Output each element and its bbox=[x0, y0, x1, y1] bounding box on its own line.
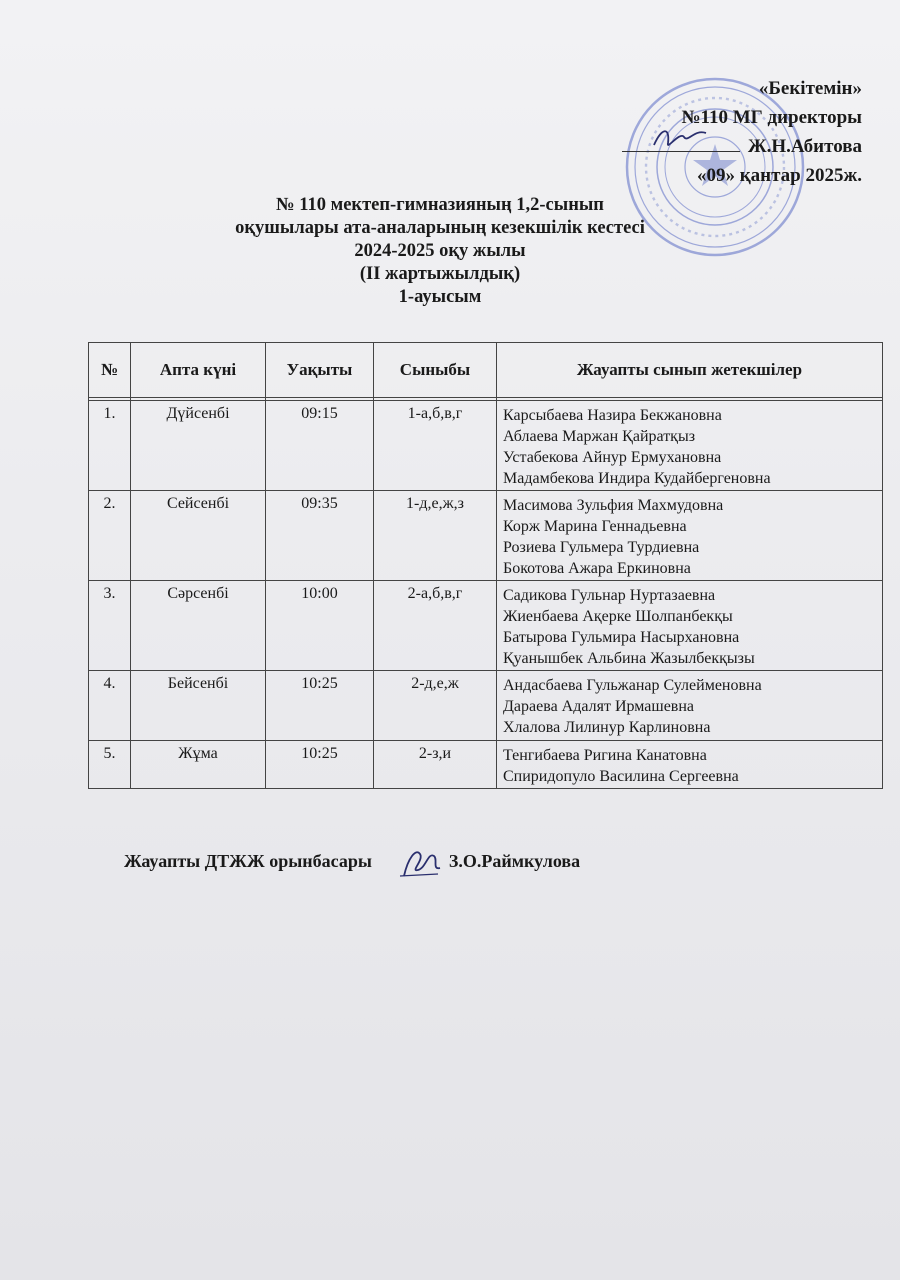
teacher-name: Жиенбаева Ақерке Шолпанбекқы bbox=[503, 608, 733, 625]
director-name: Ж.Н.Абитова bbox=[747, 136, 862, 157]
teacher-name: Хлалова Лилинур Карлиновна bbox=[503, 719, 711, 736]
teacher-name: Батырова Гульмира Насырхановна bbox=[503, 629, 740, 646]
teacher-name: Қуанышбек Альбина Жазылбекқызы bbox=[503, 650, 755, 667]
deputy-name: З.О.Раймкулова bbox=[448, 851, 581, 872]
row-number: 2. bbox=[89, 491, 131, 581]
deputy-role: Жауапты ДТЖЖ орынбасары bbox=[124, 851, 372, 872]
teacher-name: Садикова Гульнар Нуртазаевна bbox=[503, 587, 716, 604]
duty-schedule-table bbox=[88, 342, 883, 789]
row-time: 09:35 bbox=[266, 491, 374, 581]
row-time: 10:00 bbox=[266, 581, 374, 671]
row-class: 1-а,б,в,г bbox=[374, 401, 497, 491]
row-number: 1. bbox=[89, 401, 131, 491]
header-class: Сыныбы bbox=[374, 343, 497, 398]
table-row bbox=[89, 671, 883, 741]
row-number: 3. bbox=[89, 581, 131, 671]
title-line-2: оқушылары ата-аналарының кезекшілік кестесі bbox=[235, 218, 645, 238]
table-header-row bbox=[89, 343, 883, 398]
row-weekday: Дүйсенбі bbox=[131, 401, 266, 491]
row-class: 2-з,и bbox=[374, 741, 497, 789]
title-line-5: 1-ауысым bbox=[398, 287, 482, 307]
signature-line bbox=[622, 137, 740, 152]
title-line-3: 2024-2025 оқу жылы bbox=[354, 241, 526, 261]
row-time: 10:25 bbox=[266, 741, 374, 789]
director-signature-icon bbox=[650, 123, 710, 153]
header-weekday: Апта күні bbox=[131, 343, 266, 398]
teacher-name: Бокотова Ажара Еркиновна bbox=[503, 560, 691, 577]
row-class: 2-а,б,в,г bbox=[374, 581, 497, 671]
row-class: 1-д,е,ж,з bbox=[374, 491, 497, 581]
teacher-name: Карсыбаева Назира Бекжановна bbox=[503, 407, 722, 424]
approval-block bbox=[622, 74, 862, 190]
row-weekday: Сәрсенбі bbox=[131, 581, 266, 671]
director-signature-line bbox=[622, 132, 862, 161]
footer-signature bbox=[124, 846, 580, 880]
row-teachers bbox=[497, 741, 883, 789]
header-teachers: Жауапты сынып жетекшілер bbox=[497, 343, 883, 398]
header-time: Уақыты bbox=[266, 343, 374, 398]
table-row bbox=[89, 581, 883, 671]
row-weekday: Бейсенбі bbox=[131, 671, 266, 741]
approval-label: «Бекітемін» bbox=[758, 78, 862, 99]
teacher-name: Розиева Гульмера Турдиевна bbox=[503, 539, 700, 556]
row-weekday: Сейсенбі bbox=[131, 491, 266, 581]
row-time: 10:25 bbox=[266, 671, 374, 741]
row-time: 09:15 bbox=[266, 401, 374, 491]
row-teachers bbox=[497, 491, 883, 581]
director-title: №110 МГ директоры bbox=[681, 107, 862, 128]
row-weekday: Жұма bbox=[131, 741, 266, 789]
table-row bbox=[89, 741, 883, 789]
table-row bbox=[89, 401, 883, 491]
row-teachers bbox=[497, 671, 883, 741]
document-title bbox=[150, 194, 730, 309]
teacher-name: Спиридопуло Василина Сергеевна bbox=[503, 768, 739, 785]
row-number: 5. bbox=[89, 741, 131, 789]
teacher-name: Устабекова Айнур Ермухановна bbox=[503, 449, 722, 466]
row-teachers bbox=[497, 581, 883, 671]
title-line-1: № 110 мектеп-гимназияның 1,2-сынып bbox=[276, 195, 604, 215]
teacher-name: Дараева Адалят Ирмашевна bbox=[503, 698, 695, 715]
table-row bbox=[89, 491, 883, 581]
approval-date: «09» қантар 2025ж. bbox=[696, 165, 862, 186]
row-number: 4. bbox=[89, 671, 131, 741]
row-class: 2-д,е,ж bbox=[374, 671, 497, 741]
title-line-4: (ІІ жартыжылдық) bbox=[359, 264, 521, 284]
header-number: № bbox=[89, 343, 131, 398]
teacher-name: Мадамбекова Индира Кудайбергеновна bbox=[503, 470, 771, 487]
deputy-signature-icon bbox=[398, 846, 442, 880]
teacher-name: Корж Марина Геннадьевна bbox=[503, 518, 687, 535]
teacher-name: Масимова Зульфия Махмудовна bbox=[503, 497, 724, 514]
teacher-name: Тенгибаева Ригина Канатовна bbox=[503, 747, 707, 764]
teacher-name: Аблаева Маржан Қайратқыз bbox=[503, 428, 696, 445]
teacher-name: Андасбаева Гульжанар Сулейменовна bbox=[503, 677, 762, 694]
row-teachers bbox=[497, 401, 883, 491]
